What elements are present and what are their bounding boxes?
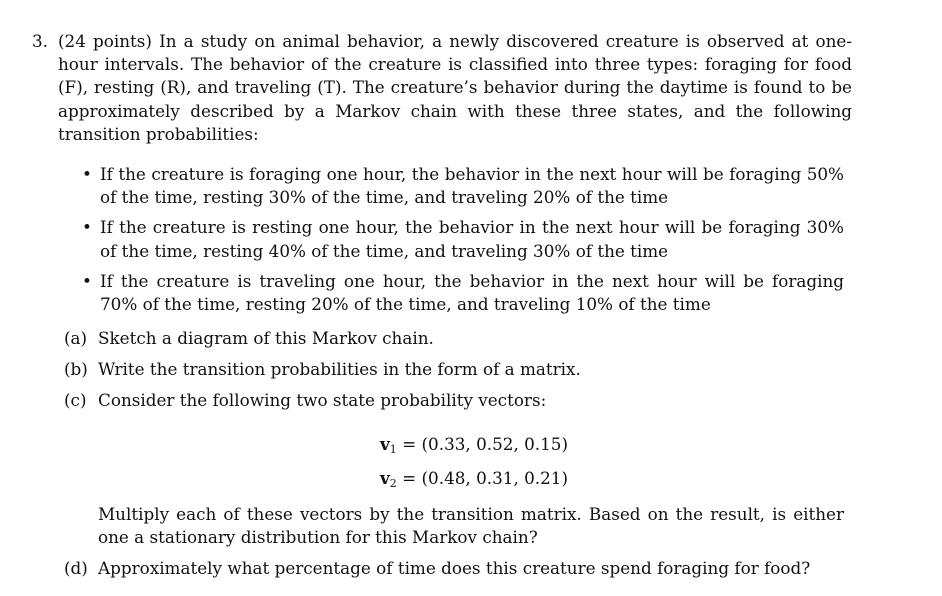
part-text: Write the transition probabilities in the form of a matrix. — [98, 359, 581, 379]
part-label: (b) — [64, 359, 88, 379]
bullet-icon: • — [82, 270, 92, 291]
bullet-text: If the creature is traveling one hour, the behavior in the next hour will be foraging 70% of the time, resting 20% of the time, and traveling 10% of the time — [100, 270, 844, 315]
transition-rules-list — [80, 163, 844, 323]
part-text: Approximately what percentage of time does this creature spend foraging for food? — [98, 558, 811, 578]
vector-name: v — [380, 434, 390, 454]
part-a — [64, 327, 854, 350]
bullet-icon: • — [82, 217, 92, 238]
bullet-text: If the creature is resting one hour, the behavior in the next hour will be foraging 30% of the time, resting 40% of the time, and traveling 30% of the time — [100, 217, 844, 261]
part-c — [64, 389, 854, 412]
vector-value: = (0.33, 0.52, 0.15) — [402, 434, 569, 454]
part-text: Consider the following two state probability vectors: — [98, 390, 547, 410]
vector-subscript: 2 — [389, 477, 397, 490]
bullet-icon: • — [82, 164, 92, 184]
vector-name: v — [380, 468, 390, 488]
list-item — [80, 270, 844, 316]
part-c-followup: Multiply each of these vectors by the transition matrix. Based on the result, is either one a stationary distribution for this Markov chain? — [98, 504, 844, 548]
bullet-text: If the creature is foraging one hour, the behavior in the next hour will be foraging 50% of the time, resting 30% of the time, and traveling 20% of the time — [100, 164, 844, 208]
problem-number: 3. — [32, 31, 49, 51]
vector-subscript: 1 — [389, 443, 397, 456]
part-d — [64, 557, 854, 580]
vector-value: = (0.48, 0.31, 0.21) — [402, 468, 569, 488]
state-vectors — [380, 430, 568, 498]
problem-3 — [32, 30, 852, 146]
part-text: Sketch a diagram of this Markov chain. — [98, 328, 434, 348]
vector-v1 — [380, 430, 568, 464]
vector-v2 — [380, 464, 568, 498]
part-b — [64, 358, 854, 381]
list-item — [80, 216, 844, 262]
part-label: (a) — [64, 328, 88, 348]
problem-stem: (24 points) In a study on animal behavior, a newly discovered creature is observed at one-hour intervals. The behavior of the creature is classified into three types: foraging for food (F), resting (R), and traveling (T). The creature’s behavior during the daytime is found to be approximately described by a Markov chain with these three states, and the following transition probabilities: — [58, 31, 852, 144]
list-item — [80, 163, 844, 209]
part-label: (d) — [64, 558, 88, 578]
part-label: (c) — [64, 390, 87, 410]
